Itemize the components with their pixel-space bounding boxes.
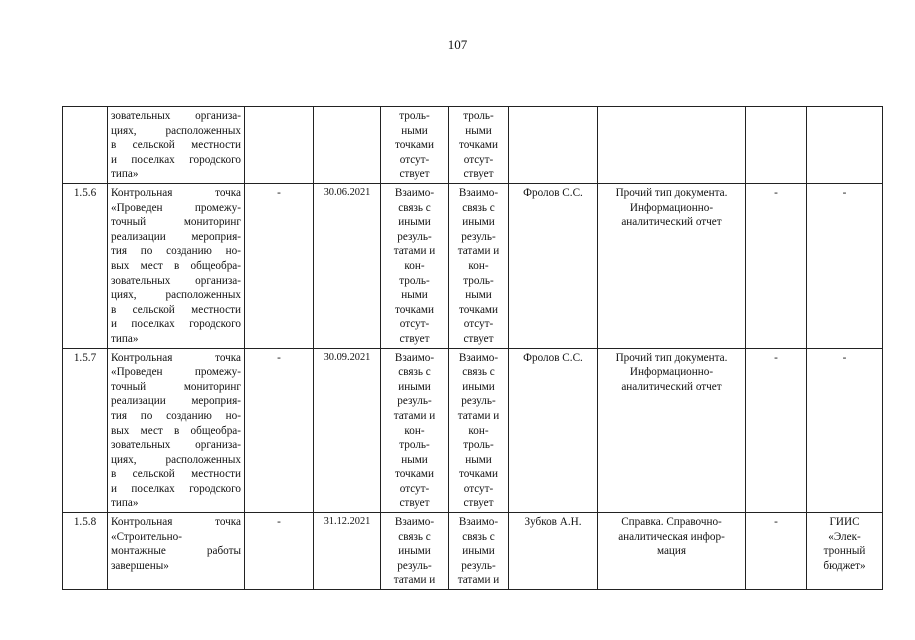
- cell-line: типа»: [111, 168, 139, 181]
- event-name-cell: [108, 107, 245, 184]
- cell-line: Прочий тип документа.: [615, 187, 728, 199]
- cell-line: в сельской местности: [111, 303, 241, 316]
- cell-text: -: [277, 516, 281, 529]
- cell-line: Взаимо-: [394, 351, 435, 364]
- cell-line: ными: [465, 453, 492, 466]
- table-row: [63, 107, 883, 184]
- start-date-cell: [245, 107, 314, 184]
- cell-line: Взаимо-: [394, 187, 435, 199]
- cell-text: -: [277, 187, 281, 199]
- cell-line: тия по созданию но-: [111, 409, 241, 422]
- cell-line: троль-: [399, 439, 430, 452]
- end-date-cell: [314, 348, 381, 513]
- start-date-cell: [245, 513, 314, 590]
- relation-cell-a: [381, 107, 449, 184]
- cell-line: Контрольная точка: [111, 187, 241, 199]
- cell-line: тия по созданию но-: [111, 245, 241, 258]
- information-system-cell: [807, 348, 883, 513]
- cell-line: циях, расположенных: [111, 124, 241, 137]
- relation-cell-b: [449, 513, 509, 590]
- relation-cell-a: [381, 348, 449, 513]
- cell-line: ными: [401, 453, 428, 466]
- cell-line: -: [842, 187, 847, 199]
- cell-line: резуль-: [461, 395, 496, 408]
- table-row: [63, 184, 883, 349]
- cell-line: иными: [398, 216, 431, 229]
- level-cell: [746, 513, 807, 590]
- cell-line: татами и: [457, 409, 500, 422]
- cell-line: иными: [398, 545, 431, 558]
- cell-line: циях, расположенных: [111, 289, 241, 302]
- cell-line: аналитическая инфор-: [618, 530, 725, 543]
- information-system-cell: [807, 513, 883, 590]
- cell-line: связь с: [462, 530, 495, 543]
- cell-line: бюджет»: [823, 559, 866, 572]
- cell-text: 30.09.2021: [323, 351, 371, 363]
- cell-line: иными: [398, 380, 431, 393]
- cell-line: ГИИС: [829, 516, 860, 529]
- start-date-cell: [245, 348, 314, 513]
- responsible-person-cell: [509, 513, 598, 590]
- cell-line: отсут-: [399, 153, 430, 166]
- cell-line: троль-: [463, 439, 494, 452]
- cell-line: «Проведен промежу-: [111, 201, 241, 214]
- cell-line: точками: [459, 139, 498, 152]
- cell-line: точками: [459, 468, 498, 481]
- cell-line: зовательных организа-: [111, 274, 241, 287]
- cell-line: точный мониторинг: [111, 216, 241, 229]
- cell-line: точный мониторинг: [111, 380, 241, 393]
- cell-text: -: [774, 516, 778, 529]
- cell-line: отсут-: [463, 153, 494, 166]
- cell-line: Взаимо-: [458, 187, 499, 199]
- cell-line: ствует: [399, 497, 430, 510]
- cell-line: точками: [395, 303, 434, 316]
- cell-line: точками: [395, 468, 434, 481]
- cell-line: точками: [395, 139, 434, 152]
- cell-text: 1.5.8: [73, 516, 97, 529]
- relation-cell-a: [381, 513, 449, 590]
- end-date-cell: [314, 513, 381, 590]
- relation-cell-b: [449, 184, 509, 349]
- document-type-cell: [598, 348, 746, 513]
- cell-line: иными: [462, 380, 495, 393]
- cell-line: реализации мероприя-: [111, 395, 241, 408]
- cell-line: татами и: [393, 245, 436, 258]
- cell-line: Взаимо-: [458, 351, 499, 364]
- cell-line: татами и: [393, 409, 436, 422]
- cell-text: Фролов С.С.: [523, 351, 583, 364]
- responsible-person-cell: [509, 348, 598, 513]
- cell-line: кон-: [404, 424, 425, 437]
- cell-line: отсут-: [463, 318, 494, 331]
- cell-line: ными: [401, 289, 428, 302]
- end-date-cell: [314, 184, 381, 349]
- cell-line: татами и: [457, 245, 500, 258]
- start-date-cell: [245, 184, 314, 349]
- cell-line: Взаимо-: [458, 516, 499, 529]
- table-row: [63, 348, 883, 513]
- cell-line: Контрольная точка: [111, 351, 241, 364]
- event-name-cell: [108, 348, 245, 513]
- level-cell: [746, 107, 807, 184]
- cell-line: в сельской местности: [111, 139, 241, 152]
- cell-line: татами и: [457, 574, 500, 587]
- cell-text: -: [774, 351, 778, 364]
- cell-line: Информационно-: [629, 366, 714, 379]
- cell-line: иными: [462, 216, 495, 229]
- cell-line: троль-: [463, 110, 494, 122]
- responsible-person-cell: [509, 184, 598, 349]
- cell-line: и поселках городского: [111, 482, 241, 495]
- cell-line: мация: [656, 545, 687, 558]
- cell-line: троль-: [399, 274, 430, 287]
- cell-line: тронный: [823, 545, 866, 558]
- document-type-cell: [598, 513, 746, 590]
- row-number-cell: [63, 513, 108, 590]
- level-cell: [746, 348, 807, 513]
- document-type-cell: [598, 107, 746, 184]
- relation-cell-a: [381, 184, 449, 349]
- cell-line: татами и: [393, 574, 436, 587]
- cell-text: 1.5.6: [73, 187, 97, 199]
- cell-line: отсут-: [463, 482, 494, 495]
- cell-line: в сельской местности: [111, 468, 241, 481]
- level-cell: [746, 184, 807, 349]
- cell-text: 1.5.7: [73, 351, 97, 364]
- cell-line: ствует: [463, 497, 494, 510]
- cell-line: кон-: [468, 259, 489, 272]
- row-number-cell: [63, 107, 108, 184]
- cell-line: резуль-: [461, 559, 496, 572]
- responsible-person-cell: [509, 107, 598, 184]
- cell-line: кон-: [468, 424, 489, 437]
- cell-line: -: [842, 351, 847, 364]
- cell-line: связь с: [398, 530, 431, 543]
- cell-line: и поселках городского: [111, 318, 241, 331]
- row-number-cell: [63, 184, 108, 349]
- cell-line: реализации мероприя-: [111, 230, 241, 243]
- cell-line: ствует: [399, 168, 430, 181]
- cell-line: ствует: [399, 332, 430, 345]
- cell-line: монтажные работы: [111, 545, 241, 558]
- cell-line: «Строительно-: [111, 530, 182, 543]
- cell-line: троль-: [399, 110, 430, 122]
- cell-line: типа»: [111, 332, 139, 345]
- relation-cell-b: [449, 107, 509, 184]
- cell-line: и поселках городского: [111, 153, 241, 166]
- cell-line: связь с: [398, 201, 431, 214]
- cell-line: Взаимо-: [394, 516, 435, 529]
- cell-line: завершены»: [111, 559, 169, 572]
- event-name-cell: [108, 513, 245, 590]
- cell-line: резуль-: [397, 559, 432, 572]
- cell-line: точками: [459, 303, 498, 316]
- cell-text: Зубков А.Н.: [524, 516, 582, 529]
- row-number-cell: [63, 348, 108, 513]
- cell-line: кон-: [404, 259, 425, 272]
- cell-line: иными: [462, 545, 495, 558]
- cell-line: вых мест в общеобра-: [111, 259, 241, 272]
- end-date-cell: [314, 107, 381, 184]
- cell-line: аналитический отчет: [621, 380, 722, 393]
- cell-line: циях, расположенных: [111, 453, 241, 466]
- cell-line: троль-: [463, 274, 494, 287]
- relation-cell-b: [449, 348, 509, 513]
- cell-line: отсут-: [399, 482, 430, 495]
- cell-line: Контрольная точка: [111, 516, 241, 529]
- cell-text: -: [277, 351, 281, 364]
- cell-line: Информационно-: [629, 201, 714, 214]
- cell-line: зовательных организа-: [111, 439, 241, 452]
- cell-text: 31.12.2021: [323, 516, 371, 528]
- cell-line: отсут-: [399, 318, 430, 331]
- cell-line: «Элек-: [828, 530, 861, 543]
- cell-line: ными: [401, 124, 428, 137]
- event-name-cell: [108, 184, 245, 349]
- cell-line: «Проведен промежу-: [111, 366, 241, 379]
- document-type-cell: [598, 184, 746, 349]
- cell-line: Справка. Справочно-: [621, 516, 722, 529]
- information-system-cell: [807, 107, 883, 184]
- information-system-cell: [807, 184, 883, 349]
- table-row: [63, 513, 883, 590]
- cell-line: связь с: [462, 201, 495, 214]
- cell-line: зовательных организа-: [111, 110, 241, 122]
- cell-line: резуль-: [397, 395, 432, 408]
- cell-line: Прочий тип документа.: [615, 351, 728, 364]
- cell-line: вых мест в общеобра-: [111, 424, 241, 437]
- cell-text: 30.06.2021: [323, 187, 371, 198]
- control-points-table: [62, 106, 883, 590]
- cell-line: резуль-: [397, 230, 432, 243]
- cell-line: ствует: [463, 332, 494, 345]
- cell-line: ствует: [463, 168, 494, 181]
- cell-line: ными: [465, 124, 492, 137]
- cell-text: -: [774, 187, 778, 199]
- cell-line: связь с: [462, 366, 495, 379]
- cell-line: аналитический отчет: [621, 216, 722, 229]
- cell-line: ными: [465, 289, 492, 302]
- cell-line: резуль-: [461, 230, 496, 243]
- cell-text: Фролов С.С.: [523, 187, 583, 199]
- cell-line: типа»: [111, 497, 139, 510]
- page-number: 107: [447, 37, 468, 52]
- cell-line: связь с: [398, 366, 431, 379]
